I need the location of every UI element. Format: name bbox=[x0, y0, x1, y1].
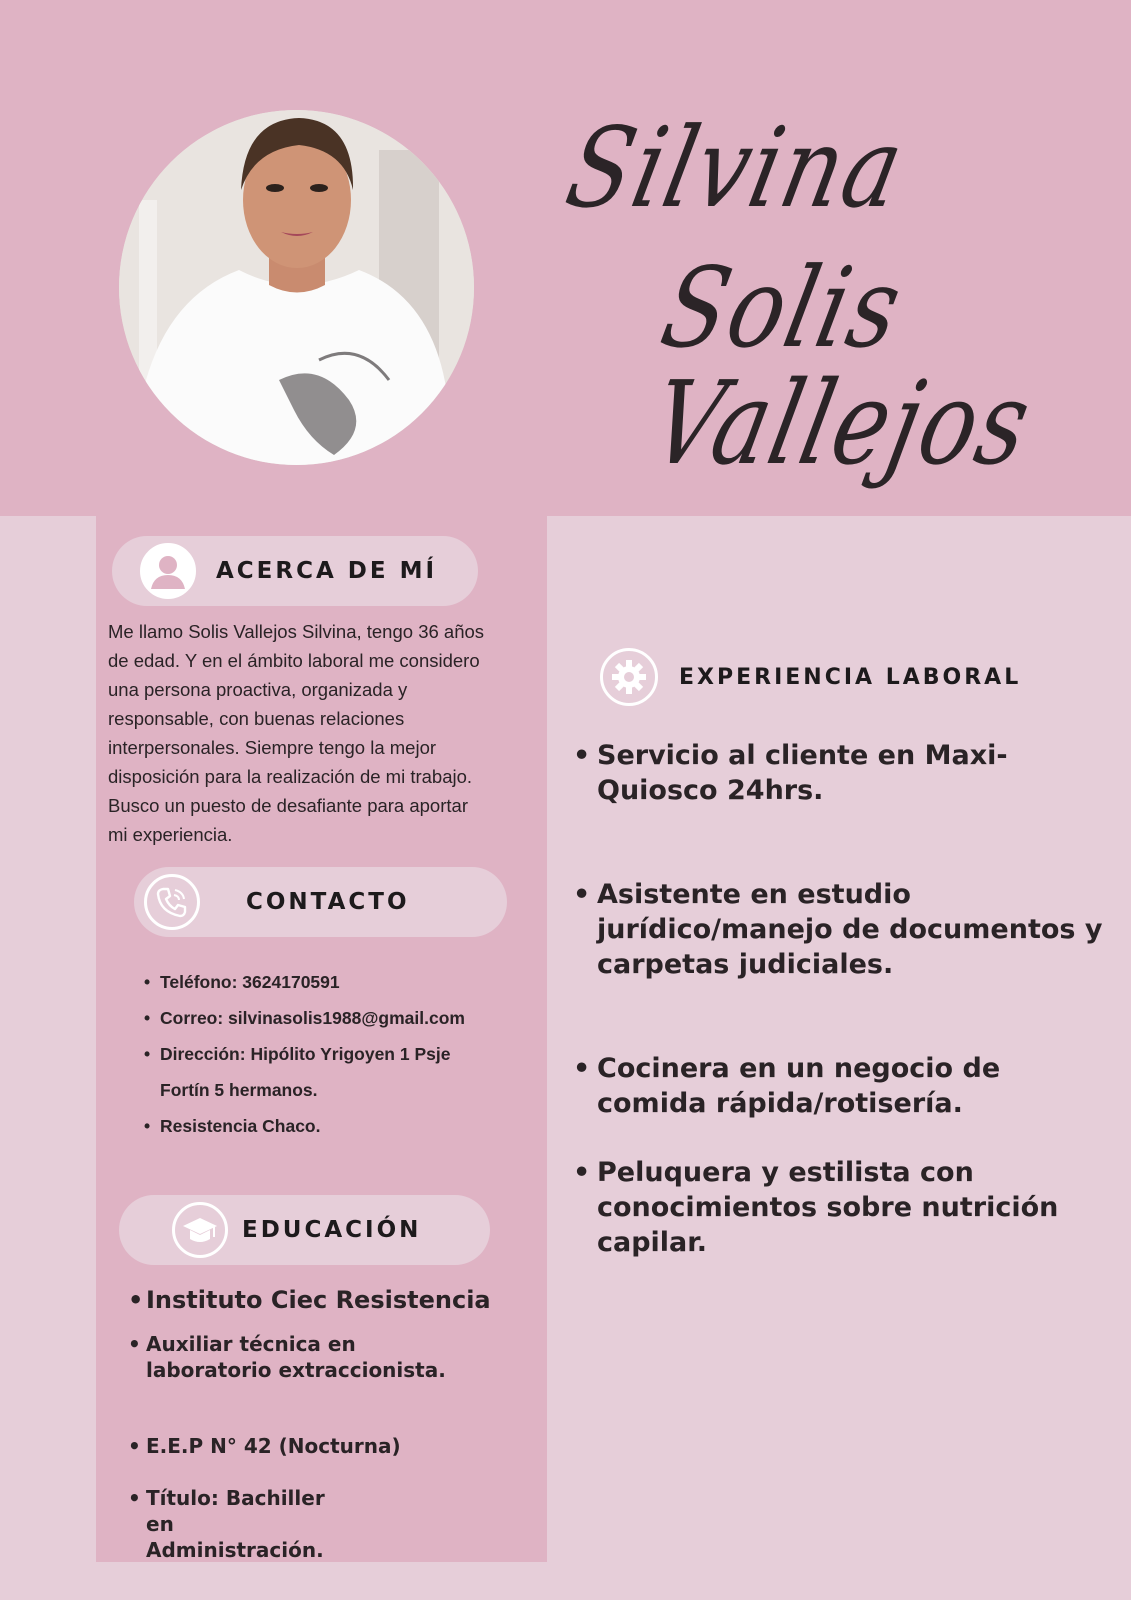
surname-1: Solis bbox=[651, 244, 914, 373]
contact-city: • Resistencia Chaco. bbox=[160, 1108, 510, 1144]
about-title: ACERCA DE MÍ bbox=[216, 558, 438, 584]
about-text: Me llamo Solis Vallejos Silvina, tengo 36 años de edad. Y en el ámbito laboral me considero una persona proactiva, organizada y responsable, con buenas relaciones interpersonales. Siempre tengo la mejor disposición para la realización de mi trabajo. Busco un puesto de desafiante para aportar mi experiencia. bbox=[108, 621, 485, 845]
first-name: Silvina bbox=[556, 104, 916, 233]
education-item: • E.E.P N° 42 (Nocturna) bbox=[146, 1433, 516, 1459]
experience-section-header bbox=[600, 648, 1021, 706]
profile-photo bbox=[119, 110, 474, 465]
phone-icon bbox=[144, 874, 200, 930]
contact-phone: • Teléfono: 3624170591 bbox=[160, 964, 510, 1000]
education-item: • Auxiliar técnica en laboratorio extraccionista. bbox=[146, 1331, 516, 1383]
contact-address: • Dirección: Hipólito Yrigoyen 1 Psje bbox=[160, 1036, 510, 1072]
experience-item: • Cocinera en un negocio de comida rápida/rotisería. bbox=[597, 1051, 1117, 1121]
experience-item: • Servicio al cliente en Maxi-Quiosco 24hrs. bbox=[597, 738, 1117, 808]
user-icon bbox=[140, 543, 196, 599]
contact-list bbox=[160, 964, 510, 1144]
experience-title: EXPERIENCIA LABORAL bbox=[679, 664, 1022, 690]
gear-icon bbox=[600, 648, 658, 706]
contact-title: CONTACTO bbox=[246, 889, 410, 915]
education-title: EDUCACIÓN bbox=[242, 1217, 422, 1243]
experience-item: • Asistente en estudio jurídico/manejo de documentos y carpetas judiciales. bbox=[597, 877, 1117, 982]
graduation-cap-icon bbox=[172, 1202, 228, 1258]
education-item: • Título: Bachiller en Administración. bbox=[146, 1485, 516, 1563]
experience-item: • Peluquera y estilista con conocimientos sobre nutrición capilar. bbox=[597, 1155, 1117, 1260]
education-section-header bbox=[119, 1195, 490, 1265]
surname-2: Vallejos bbox=[640, 356, 1043, 491]
education-list bbox=[146, 1285, 516, 1563]
about-section-header bbox=[112, 536, 478, 606]
full-name bbox=[556, 88, 1043, 508]
education-item: • Instituto Ciec Resistencia bbox=[146, 1285, 516, 1315]
contact-section-header bbox=[134, 867, 507, 937]
contact-email: • Correo: silvinasolis1988@gmail.com bbox=[160, 1000, 510, 1036]
contact-address-cont: Fortín 5 hermanos. bbox=[160, 1080, 318, 1100]
